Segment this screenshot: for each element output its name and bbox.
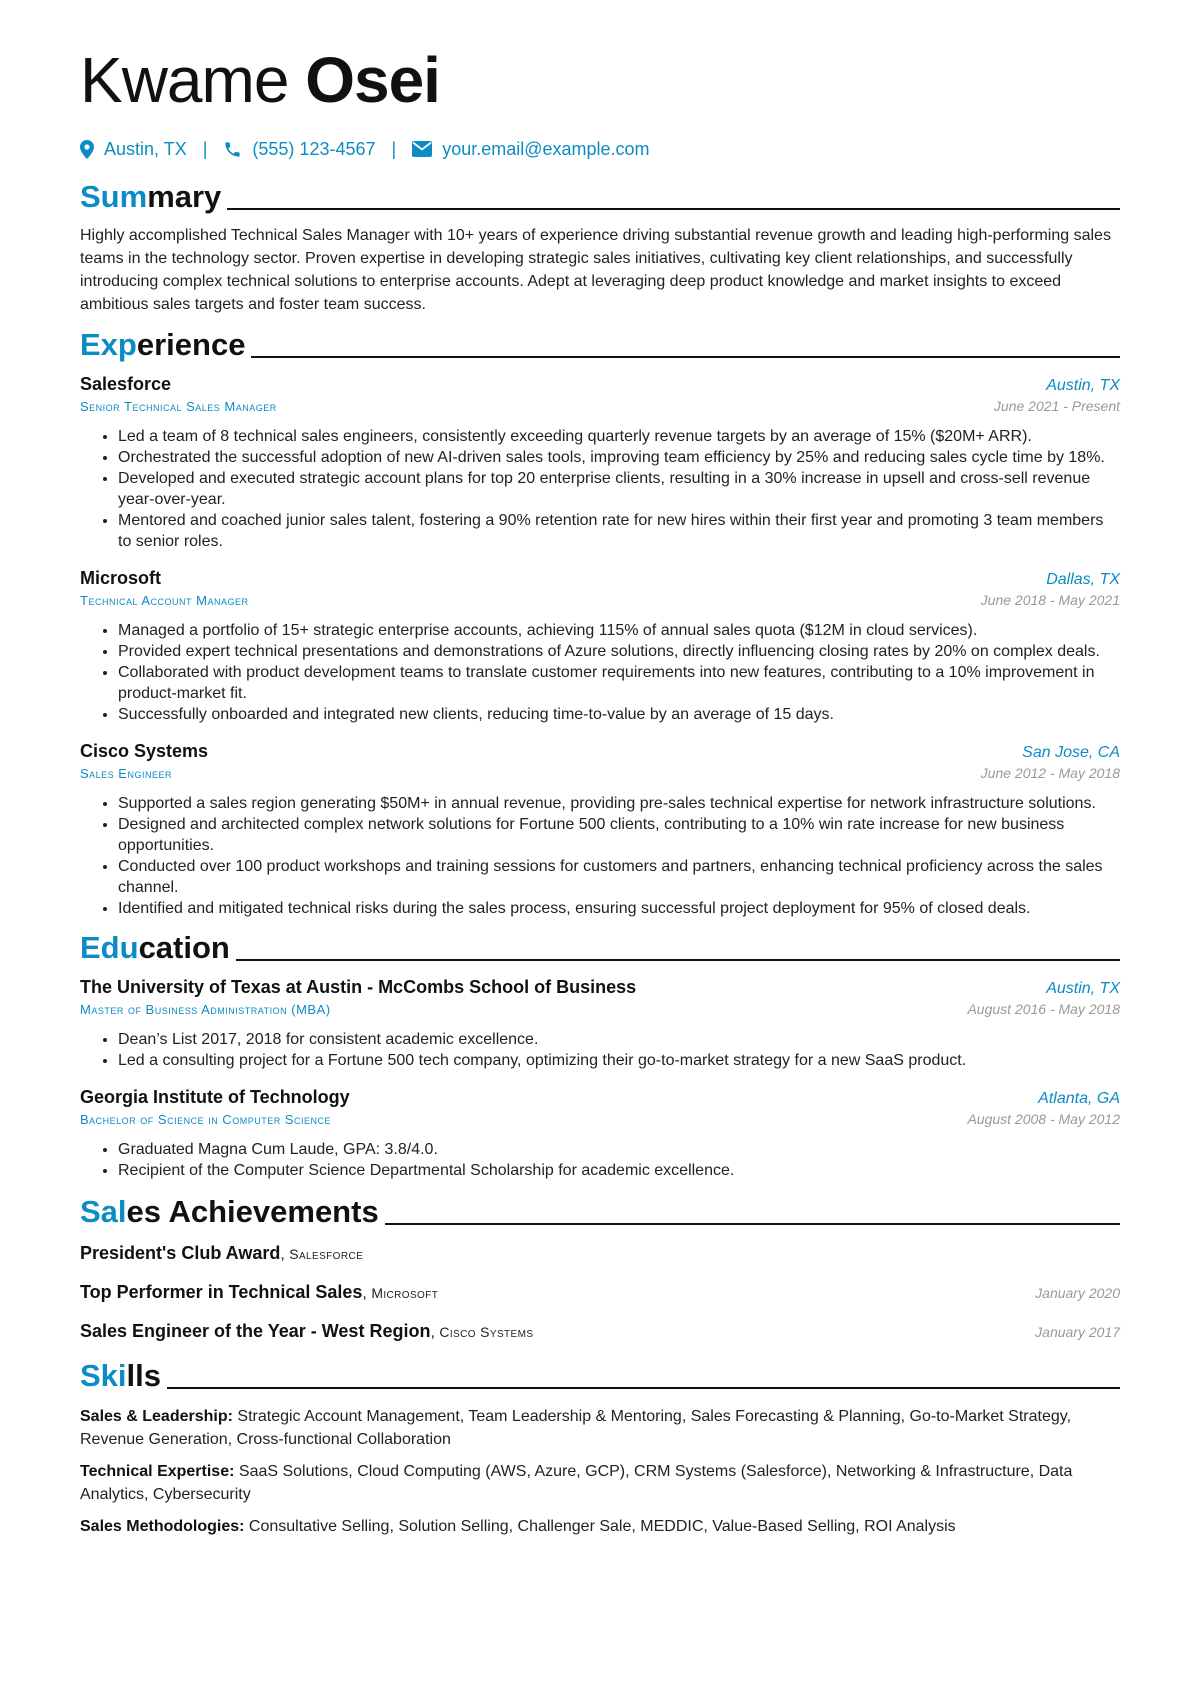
achievement-org: Salesforce (289, 1246, 364, 1262)
last-name: Osei (305, 44, 440, 116)
skill-category: Sales Methodologies: (80, 1518, 245, 1535)
degree: Master of Business Administration (MBA) (80, 1002, 331, 1017)
achievement-date: January 2020 (1035, 1285, 1120, 1301)
achievement-item: Top Performer in Technical Sales, Microsoft January 2020 (80, 1282, 1120, 1302)
job-company: Cisco Systems (80, 741, 209, 761)
contact-separator: | (202, 138, 208, 159)
list-item: • Mentored and coached junior sales talent, fostering a 90% retention rate for new hires within their first year and promoting 3 team members to senior roles. (118, 510, 1120, 552)
skills-title-accent: Ski (80, 1358, 127, 1393)
list-item: • Recipient of the Computer Science Departmental Scholarship for academic excellence. (118, 1160, 1120, 1181)
school-name: Georgia Institute of Technology (80, 1087, 350, 1107)
experience-title-rest: erience (136, 327, 246, 362)
achievements-title-accent: Sal (80, 1194, 127, 1229)
skill-values: Consultative Selling, Solution Selling, Challenger Sale, MEDDIC, Value-Based Selling, ROI Analysis (248, 1518, 956, 1535)
job-location: Dallas, TX (1046, 571, 1120, 588)
job-role: Sales Engineer (80, 766, 172, 781)
skill-row (80, 1515, 1120, 1538)
achievement-org: Microsoft (371, 1285, 439, 1301)
job-dates: June 2012 - May 2018 (980, 765, 1120, 781)
summary-title-rest: mary (147, 179, 222, 214)
summary-title-accent: Sum (80, 179, 148, 214)
education-entry (80, 1087, 1120, 1181)
job-entry (80, 741, 1120, 919)
phone-icon (223, 140, 242, 159)
list-item: • Dean’s List 2017, 2018 for consistent academic excellence. (118, 1029, 1120, 1050)
achievement-title: Sales Engineer of the Year - West Region (80, 1321, 431, 1341)
job-role: Technical Account Manager (80, 593, 249, 608)
job-role: Senior Technical Sales Manager (80, 399, 277, 414)
education-title-rest: cation (138, 930, 230, 965)
first-name: Kwame (80, 44, 289, 116)
job-location: Austin, TX (1046, 377, 1120, 394)
summary-heading (80, 176, 1120, 216)
list-item: • Collaborated with product development teams to translate customer requirements into new features, contributing to a 10% improvement in product-market fit. (118, 662, 1120, 704)
experience-title-accent: Exp (80, 327, 137, 362)
section-rule (167, 1387, 1120, 1389)
school-name: The University of Texas at Austin - McCombs School of Business (80, 977, 637, 997)
job-location: San Jose, CA (1022, 744, 1120, 761)
list-item: • Managed a portfolio of 15+ strategic enterprise accounts, achieving 115% of annual sales quota ($12M in cloud services). (118, 620, 1120, 641)
school-dates: August 2016 - May 2018 (967, 1001, 1120, 1017)
job-entry (80, 568, 1120, 725)
education-entry (80, 977, 1120, 1071)
list-item: • Developed and executed strategic account plans for top 20 enterprise clients, resulting in a 30% increase in upsell and cross-sell revenue year-over-year. (118, 468, 1120, 510)
achievement-date: January 2017 (1035, 1324, 1120, 1340)
skill-values: Strategic Account Management, Team Leadership & Mentoring, Sales Forecasting & Planning, Go-to-Market Strategy, Revenue Generation, Cross-functional Collaboration (80, 1408, 1072, 1448)
degree: Bachelor of Science in Computer Science (80, 1112, 331, 1127)
section-rule (251, 356, 1120, 358)
skill-row (80, 1460, 1120, 1506)
education-title-accent: Edu (80, 930, 139, 965)
map-pin-icon (80, 140, 94, 159)
list-item: • Identified and mitigated technical risks during the sales process, ensuring successful project deployment for 95% of closed deals. (118, 898, 1120, 919)
job-dates: June 2018 - May 2021 (980, 592, 1120, 608)
list-item: • Graduated Magna Cum Laude, GPA: 3.8/4.0. (118, 1139, 1120, 1160)
achievement-title: President's Club Award (80, 1243, 281, 1263)
skill-category: Technical Expertise: (80, 1463, 235, 1480)
education-bullets (80, 1139, 1120, 1181)
envelope-icon (412, 141, 432, 157)
education-bullets (80, 1029, 1120, 1071)
achievement-org: Cisco Systems (439, 1324, 534, 1340)
skills-title-rest: lls (126, 1358, 161, 1393)
job-bullets (80, 793, 1120, 919)
school-location: Atlanta, GA (1038, 1090, 1120, 1107)
skill-row (80, 1405, 1120, 1451)
job-bullets (80, 426, 1120, 552)
resume-page (80, 40, 1120, 1538)
skills-heading (80, 1355, 1120, 1395)
location-text: Austin, TX (104, 138, 187, 159)
achievements-heading (80, 1191, 1120, 1231)
school-location: Austin, TX (1046, 980, 1120, 997)
section-rule (385, 1223, 1120, 1225)
job-entry (80, 374, 1120, 552)
experience-heading (80, 324, 1120, 364)
section-rule (236, 959, 1120, 961)
education-heading (80, 927, 1120, 967)
skill-values: SaaS Solutions, Cloud Computing (AWS, Azure, GCP), CRM Systems (Salesforce), Networking & Infrastructure, Data Analytics, Cybersecurity (80, 1463, 1073, 1503)
list-item: • Conducted over 100 product workshops and training sessions for customers and partners, enhancing technical proficiency across the sales channel. (118, 856, 1120, 898)
email-text: your.email@example.com (442, 138, 650, 159)
contact-separator: | (391, 138, 397, 159)
contact-email[interactable] (412, 139, 649, 160)
list-item: • Provided expert technical presentations and demonstrations of Azure solutions, directly influencing closing rates by 20% on complex deals. (118, 641, 1120, 662)
list-item: • Successfully onboarded and integrated new clients, reducing time-to-value by an average of 15 days. (118, 704, 1120, 725)
list-item: • Supported a sales region generating $50M+ in annual revenue, providing pre-sales technical expertise for network infrastructure solutions. (118, 793, 1120, 814)
full-name (80, 40, 1120, 120)
job-company: Salesforce (80, 374, 172, 394)
section-rule (227, 208, 1120, 210)
list-item: • Designed and architected complex network solutions for Fortune 500 clients, contributing to a 10% win rate increase for new business opportunities. (118, 814, 1120, 856)
job-bullets (80, 620, 1120, 725)
contact-phone[interactable] (223, 139, 375, 160)
job-company: Microsoft (80, 568, 161, 588)
achievement-item: Sales Engineer of the Year - West Region, Cisco Systems January 2017 (80, 1321, 1120, 1341)
achievement-item: President's Club Award, Salesforce (80, 1243, 364, 1263)
phone-text: (555) 123-4567 (252, 138, 376, 159)
school-dates: August 2008 - May 2012 (967, 1111, 1120, 1127)
list-item: • Led a consulting project for a Fortune 500 tech company, optimizing their go-to-market strategy for a new SaaS product. (118, 1050, 1120, 1071)
achievement-title: Top Performer in Technical Sales (80, 1282, 363, 1302)
summary-text: Highly accomplished Technical Sales Manager with 10+ years of experience driving substantial revenue growth and leading high-performing sales teams in the technology sector. Proven expertise in developing strategic sales initiatives, cultivating key client relationships, and successfully introducing complex technical solutions to enterprise accounts. Adept at leveraging deep product knowledge and market insights to exceed ambitious sales targets and foster team success. (80, 227, 1111, 313)
contact-location (80, 139, 187, 160)
contact-bar (80, 134, 1120, 164)
list-item: • Led a team of 8 technical sales engineers, consistently exceeding quarterly revenue targets by an average of 15% ($20M+ ARR). (118, 426, 1120, 447)
achievements-title-rest: es Achievements (126, 1194, 379, 1229)
list-item: • Orchestrated the successful adoption of new AI-driven sales tools, improving team efficiency by 25% and reducing sales cycle time by 18%. (118, 447, 1120, 468)
job-dates: June 2021 - Present (993, 398, 1120, 414)
skill-category: Sales & Leadership: (80, 1408, 233, 1425)
